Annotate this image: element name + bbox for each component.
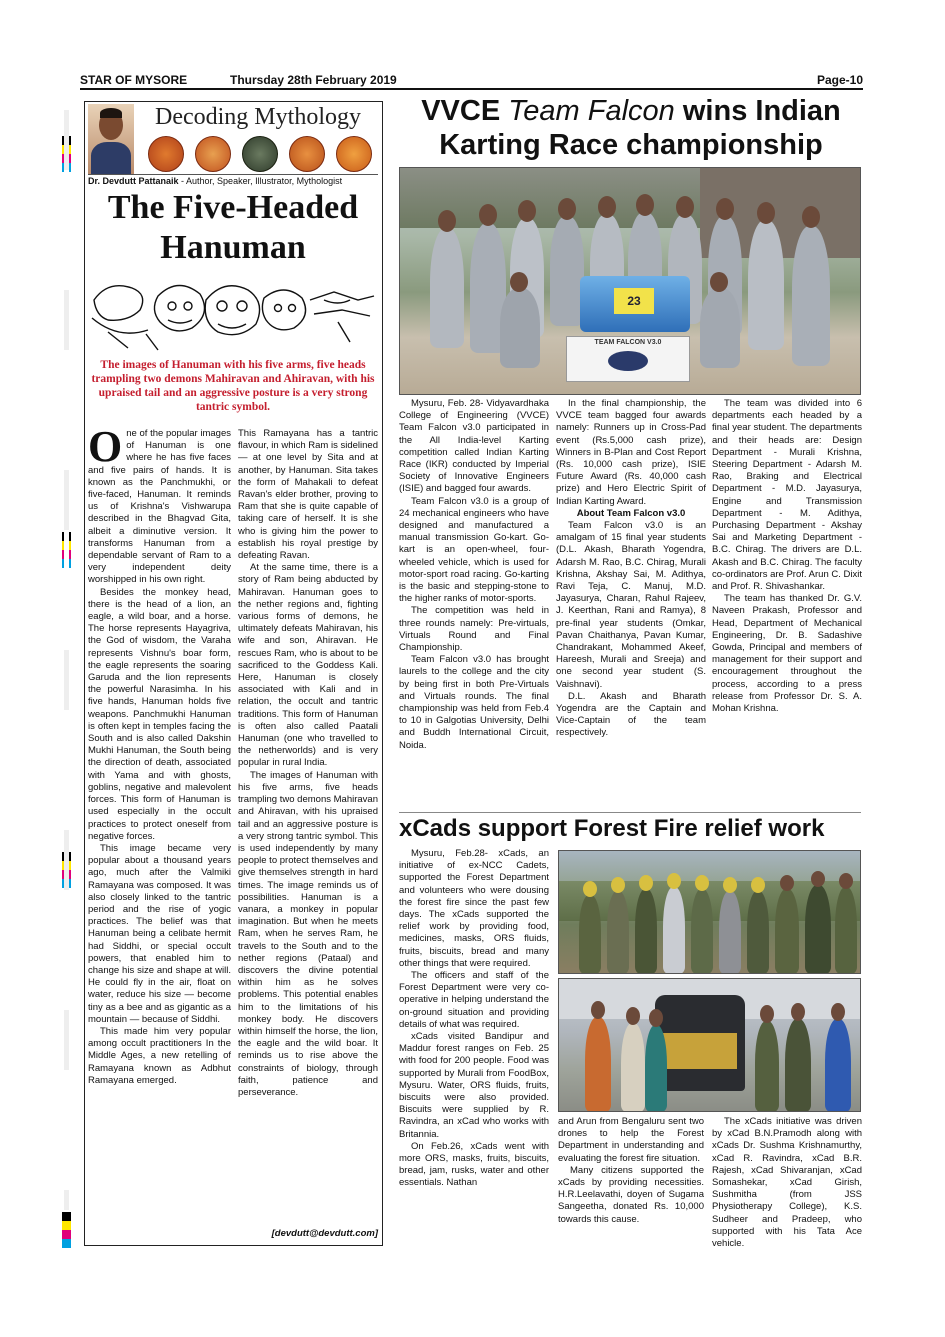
falcon-column-1	[399, 398, 549, 808]
paragraph: The xCads initiative was driven by xCad B.N.Pramodh along with xCads Dr. Sushma Krishnamurthy, xCad R. Ravindra, xCad B.R. Rajesh, xCad Shivaranjan, xCad Somashekar, xCad Girish, Sushmitha (from JSS Physiotherapy College), K.S. Sudheer and Pradeep, who supported with his Tata Ace vehicle.	[712, 1116, 862, 1250]
paragraph: and Arun from Bengaluru sent two drones to help the Forest Department in understanding and evaluating the forest fire situation.	[558, 1116, 704, 1164]
mythology-column-1	[88, 428, 231, 1243]
paragraph: xCads visited Bandipur and Maddur forest ranges on Feb. 25 with food for 200 people. Food was supported by Murali from FoodBox, Mysuru. Water, ORS fluids, fruits, biscuits were also provided. Biscuits were supplied by R. Ravindra, an xCad who works with Britannia.	[399, 1031, 549, 1140]
paragraph: Mysuru, Feb. 28- Vidyavardhaka College of Engineering (VVCE) Team Falcon v3.0 participated in the All India-level Karting competition called Indian Karting Race (IKR) conducted by Imperial Society of Innovative Engineers (ISIE) and bagged four awards.	[399, 398, 549, 495]
paragraph: Team Falcon v3.0 is an amalgam of 15 final year students (D.L. Akash, Bharath Yogendra, Adarsh M. Rao, B.C. Chirag, Murali Krishna, Akshay Sai, M. Adithya, Ravi Teja, C. Manuj, M.D. Jayasurya, Charan, Rahul Rajeev, J. Keerthan, Rani and Ramya), 8 pre-final year students (Omkar, Pavan Chaithanya, Pavan Kumar, Chandrakant, Mohammed Akeef, Hareesh, Murali and Sreeja) and one second year student (S. Vaishnavi).	[556, 520, 706, 690]
section-rule	[399, 812, 861, 813]
paragraph: This made him very popular among occult practitioners In the Middle Ages, a new retelling of Ramayana known as Adbhut Ramayana emerged.	[88, 1025, 231, 1086]
headline-part: VVCE	[421, 95, 509, 127]
falcon-headline	[396, 94, 866, 162]
page-masthead	[80, 72, 863, 90]
paragraph: Team Falcon v3.0 has brought laurels to the college and the city by being first in both Pre-Virtuals and Virtuals rounds. The final championship was held from Feb.4 to 10 in Galgotias University, Delhi and Buddh International Circuit, Noida.	[399, 654, 549, 751]
article-title: The Five-Headed Hanuman	[107, 189, 359, 266]
team-banner	[566, 336, 690, 382]
xcads-column-2	[558, 1116, 704, 1256]
issue-date: Thursday 28th February 2019	[230, 73, 397, 87]
margin-strip	[64, 110, 69, 1210]
author-email: [devdutt@devdutt.com]	[271, 1228, 378, 1239]
kart-number: 23	[614, 288, 654, 314]
pull-quote: The images of Hanuman with his five arms, five heads trampling two demons Mahiravan and Ahiravan, with his upraised tail and an aggressive posture is a very strong tantric symbol.	[91, 359, 375, 413]
author-portrait	[88, 104, 134, 174]
dropcap: O	[88, 428, 123, 471]
hanuman-line-art	[88, 270, 378, 352]
team-falcon-photo	[399, 167, 861, 395]
paragraph: This Ramayana has a tantric flavour, in which Ram is sidelined — at one level by Sita and at another, by Hanuman. Sita takes the form of Mahakali to defeat Ravan's elder brother, proving to Ram that she is quite capable of taking care of herself. It is she who is giving him the power to establish his royal prestige by defeating Ravan.	[238, 428, 378, 562]
mythology-column-2	[238, 428, 378, 1228]
forest-volunteers-photo	[558, 850, 861, 974]
paragraph: This image became very popular about a thousand years ago, much after the Valmiki Ramayana was composed. It was also closely linked to the tantric period and the rise of yogic practices. The belief was that Hanuman being a celibate hermit had Siddhi, or special occult powers, that enabled him to change his size and shape at will. He could fly in the air, float on water, reduce his size — become tiny as a bee and as gigantic as a mountain — because of Siddhi.	[88, 842, 231, 1025]
headline-team-name: Team Falcon	[508, 95, 675, 127]
falcon-column-2	[556, 398, 706, 808]
paragraph: D.L. Akash and Bharath Yogendra are the Captain and Vice-Captain of the team respectively.	[556, 690, 706, 739]
byline-name: Dr. Devdutt Pattanaik	[88, 176, 179, 186]
supplies-photo	[558, 978, 861, 1112]
paragraph: The team has thanked Dr. G.V. Naveen Prakash, Professor and Head, Department of Mechanical Engineering, Dr. B. Sadashive Gowda, Principal and members of management for their support and encouragement throughout the process, according to a press release from Professor Dr. S. A. Mohan Krishna.	[712, 593, 862, 715]
headline-part: wins Indian Karting Race championship	[439, 95, 841, 161]
xcads-column-1	[399, 848, 549, 1258]
byline	[88, 174, 378, 186]
paragraph: Team Falcon v3.0 is a group of 24 mechanical engineers who have designed and manufactured a manual transmission Go-kart. Go-kart is an open-wheel, four-wheeled vehicle, which is used for motor-sport road racing. Go-karting is the basic and stepping-stone to the higher ranks of motor-sports.	[399, 495, 549, 605]
paragraph: ne of the popular images of Hanuman is one where he has five faces and five pairs of hands. It is known as the Panchmukhi, or five-faced, Hanuman. It reminds us of Krishna's Vishwarupa described in the Bhagvad Gita, albeit a diminutive version. It transforms Hanuman from a dependable servant of Ram to a very independent deity worshipped in his own right.	[88, 428, 231, 586]
paragraph: The competition was held in three rounds namely: Pre-virtuals, Virtuals Round and Final Championship.	[399, 605, 549, 654]
paragraph: Besides the monkey head, there is the head of a lion, an eagle, a wild boar, and a horse. The horse represents Hayagriva, the God of wisdom, the Varaha represents Vishnu's boar form, the eagle represents the soaring Garuda and the lion represents the powerful Narasimha. In his five hands, Hanuman holds five weapons. Panchmukhi Hanuman is often kept in temples facing the South and is also called Dakshin Mukhi Hanuman, the South being the direction of death, associated with Yama and with ghosts, goblins, negative and malevolent forces. This form of Hanuman is used especially in the occult practices to protect oneself from negative forces.	[88, 586, 231, 842]
paragraph: Mysuru, Feb.28- xCads, an initiative of ex-NCC Cadets, supported the Forest Department and volunteers who were dousing the forest fire since the past few days. The xCads supported the relief work by providing food, medicines, masks, ORS fluids, fruits, biscuits, bread and many other things that were required.	[399, 848, 549, 969]
page-number: Page-10	[816, 73, 863, 87]
subheading: About Team Falcon v3.0	[576, 507, 686, 519]
byline-role: - Author, Speaker, Illustrator, Mythologist	[178, 176, 343, 186]
paragraph: The images of Hanuman with his five arms, five heads trampling two demons Mahiravan and Ahiravan, with his upraised tail and an aggressive posture is a very strong tantric symbol. This is used independently by many people to protect themselves and give themselves strength in hard times. The image reminds us of possibilities. Hanuman is a vanara, a monkey in popular imagination. But when he meets Ram, when he serves Ram, he travels to the South and to the nether regions (Pataal) and discovers the divine potential within him as he solves problems. This potential enables him to the limitations of his monkey body. He discovers within himself the horse, the lion, the eagle and the wild boar. It reminds us to rise above the constraints of biology, through faith, patience and perseverance.	[238, 769, 378, 1098]
mask-icons-row	[148, 136, 374, 172]
xcads-headline: xCads support Forest Fire relief work	[399, 815, 825, 842]
paragraph: The officers and staff of the Forest Department were very co-operative in helping understand the on-ground situation and providing details of what was required.	[399, 970, 549, 1030]
xcads-column-3	[712, 1116, 862, 1256]
paragraph: On Feb.26, xCads went with more ORS, masks, fruits, biscuits, bread, jam, rusks, water and other essentials. Nathan	[399, 1140, 549, 1189]
paragraph: At the same time, there is a story of Ram being abducted by Mahiravan. Hanuman goes to the nether regions and, fighting various forms of demons, he ultimately defeats Mahiravan, his wife and son, Ahiravan. He rescues Ram, who is about to be sacrificed to the Goddess Kali. Here, Hanuman is closely associated with Kali and in relation, the occult and tantric traditions. This form of Hanuman is often also called Paatali Hanuman (one who travelled to the netherworlds) and is very popular in rural India.	[238, 562, 378, 769]
column-name: Decoding Mythology	[155, 104, 361, 130]
falcon-column-3	[712, 398, 862, 808]
paragraph: Many citizens supported the xCads by providing necessities. H.R.Leelavathi, doyen of Sugama Sangeetha, donated Rs. 10,000 towards this cause.	[558, 1164, 704, 1225]
registration-marks-4	[62, 1212, 71, 1248]
paragraph: In the final championship, the VVCE team bagged four awards namely: Runners up in Cross-Pad event (Rs.5,000 cash prize), Winners in B-Plan and Cost Report (Rs. 10,000 cash prize), ISIE Future Award (Rs. 40,000 cash prize) and Hero Electric Spirit of Indian Karting Award.	[556, 398, 706, 507]
paragraph: The team was divided into 6 departments each headed by a final year student. The departments and their heads are: Design Department - Murali Krishna, Steering Department - Adarsh M. Rao, Braking and Electrical Department - M.D. Jayasurya, Engine and Transmission Department - M. Adithya, Purchasing Department - Akshay Sai and Marketing Department - B.C. Chirag. The drivers are D.L. Akash and B.C. Chirag. The faculty co-ordinators are Prof. Arun C. Dixit and Prof. R. Shivashankar.	[712, 398, 862, 593]
paper-name: STAR OF MYSORE	[80, 73, 188, 87]
banner-text: TEAM FALCON V3.0	[594, 339, 662, 346]
